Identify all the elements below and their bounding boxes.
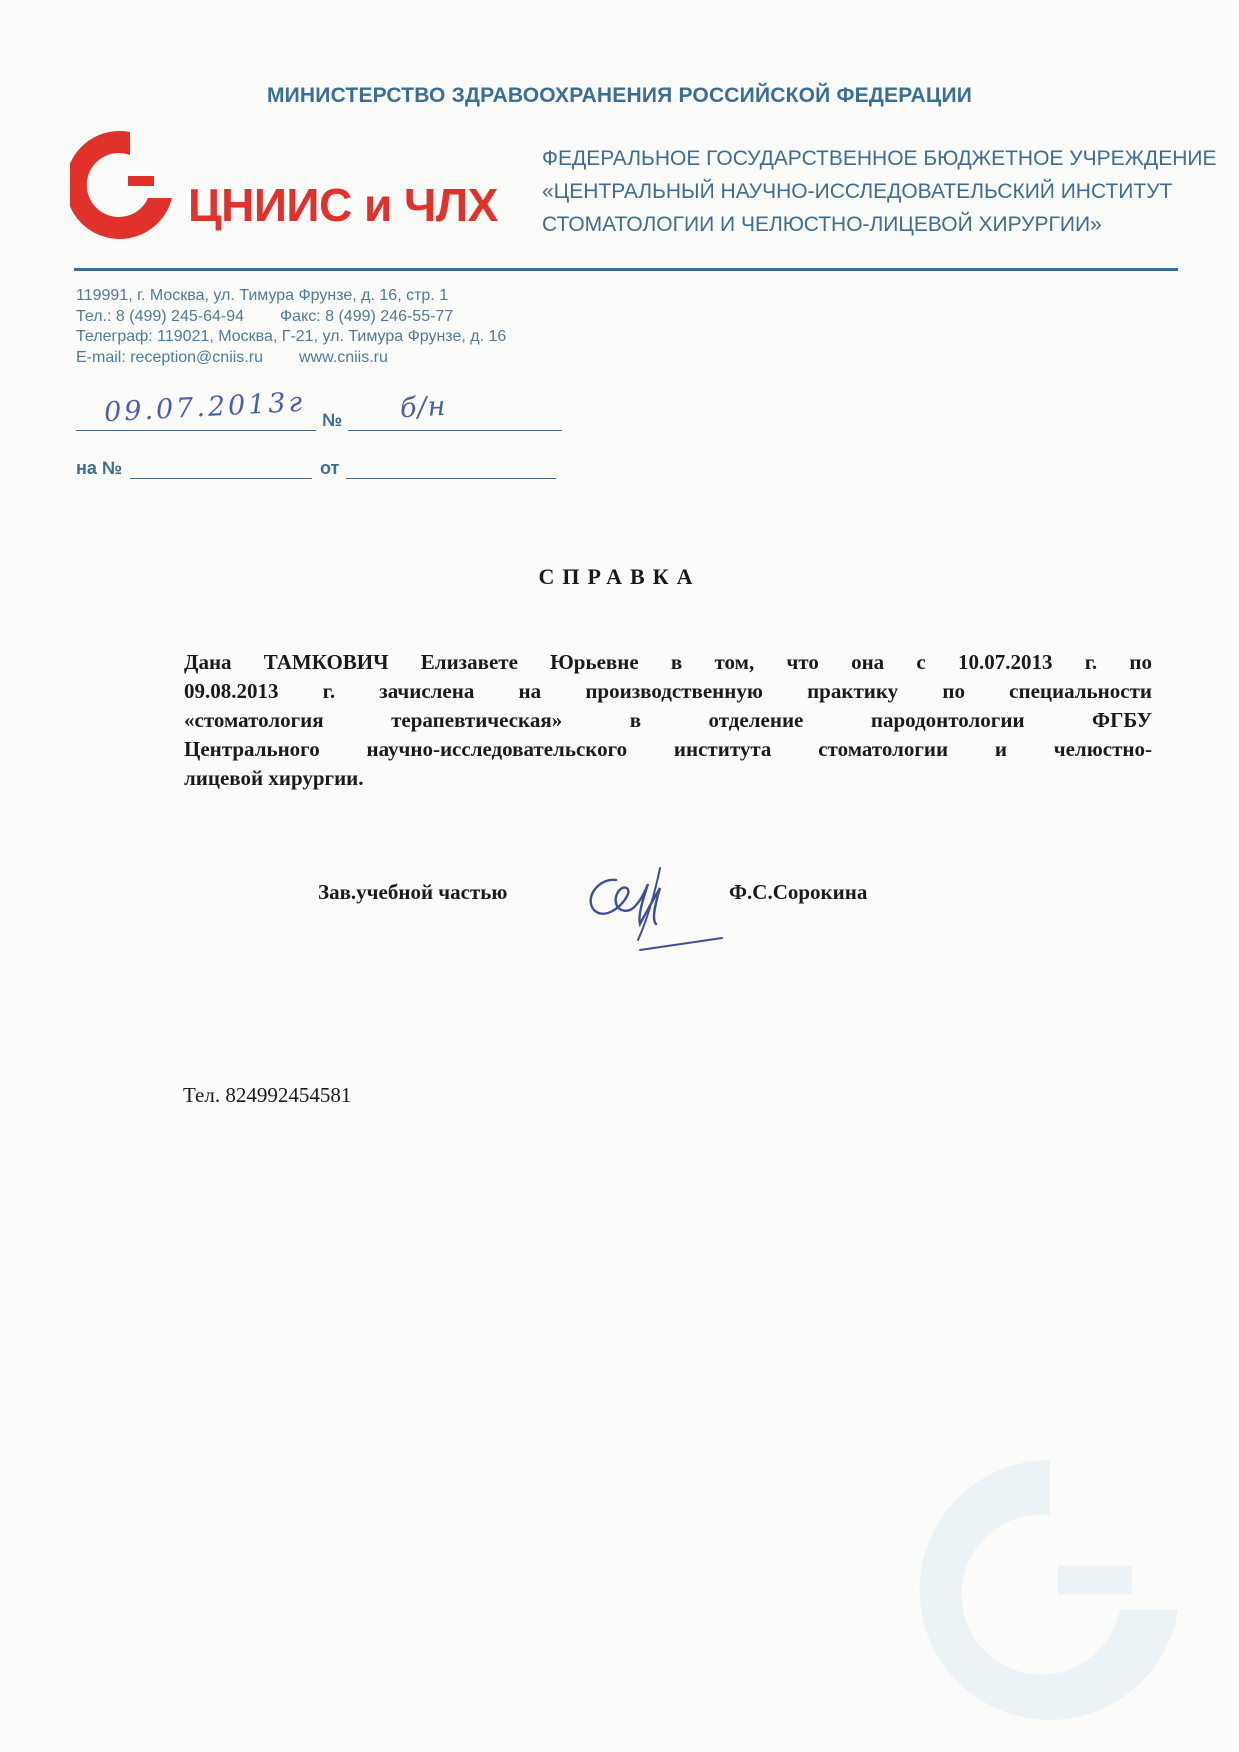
signature-icon [578,858,728,954]
date-underline [76,430,316,431]
body-line: Центрального научно-исследовательского института стоматологии и челюстно- [184,737,1152,761]
certificate-text [184,648,1152,793]
logo-watermark-icon [900,1440,1190,1740]
body-line: «стоматология терапевтическая» в отделение пародонтологии ФГБУ [184,708,1152,732]
body-line: 09.08.2013 г. зачислена на производственную практику по специальности [184,679,1152,703]
reply-number-underline [130,478,312,479]
reply-from-underline [346,478,556,479]
office-phone: Тел.: 8 (499) 245-64-94 [76,307,244,325]
office-fax: Факс: 8 (499) 246-55-77 [280,307,454,325]
handwritten-date: 09.07.2013г [103,386,306,429]
number-underline [348,430,562,431]
institution-name [542,142,1216,241]
reply-number-label: на № [76,458,122,478]
institution-line: «ЦЕНТРАЛЬНЫЙ НАУЧНО-ИССЛЕДОВАТЕЛЬСКИЙ ИНСТИТУТ [542,180,1173,203]
header-divider [74,268,1178,271]
institution-line: ФЕДЕРАЛЬНОЕ ГОСУДАРСТВЕННОЕ БЮДЖЕТНОЕ УЧРЕЖДЕНИЕ [542,147,1217,170]
reply-from-label: от [320,458,340,478]
signer-name: Ф.С.Сорокина [729,880,868,904]
number-label: № [322,410,343,430]
ministry-heading: МИНИСТЕРСТВО ЗДРАВООХРАНЕНИЯ РОССИЙСКОЙ ФЕДЕРАЦИИ [266,84,973,107]
logo-wordmark: ЦНИИС и ЧЛХ [188,179,498,231]
signer-position: Зав.учебной частью [318,880,508,904]
telegraph-address: Телеграф: 119021, Москва, Г-21, ул. Тимура Фрунзе, д. 16 [76,328,507,345]
institute-logo-icon [70,128,174,246]
contact-phone: Тел. 824992454581 [183,1083,352,1107]
body-line: лицевой хирургии. [184,766,364,790]
address-block [76,286,506,368]
handwritten-number: б/н [399,390,448,425]
institution-line: СТОМАТОЛОГИИ И ЧЕЛЮСТНО-ЛИЦЕВОЙ ХИРУРГИИ» [542,213,1102,236]
phone-fax-line [76,307,506,328]
document-title: СПРАВКА [538,564,701,589]
contact-line [76,348,506,369]
body-line: Дана ТАМКОВИЧ Елизавете Юрьевне в том, что она с 10.07.2013 г. по [184,650,1152,674]
postal-address: 119991, г. Москва, ул. Тимура Фрунзе, д. 16, стр. 1 [76,287,449,304]
email-link[interactable]: E-mail: reception@cniis.ru [76,348,263,366]
website-link[interactable]: www.cniis.ru [298,348,388,366]
